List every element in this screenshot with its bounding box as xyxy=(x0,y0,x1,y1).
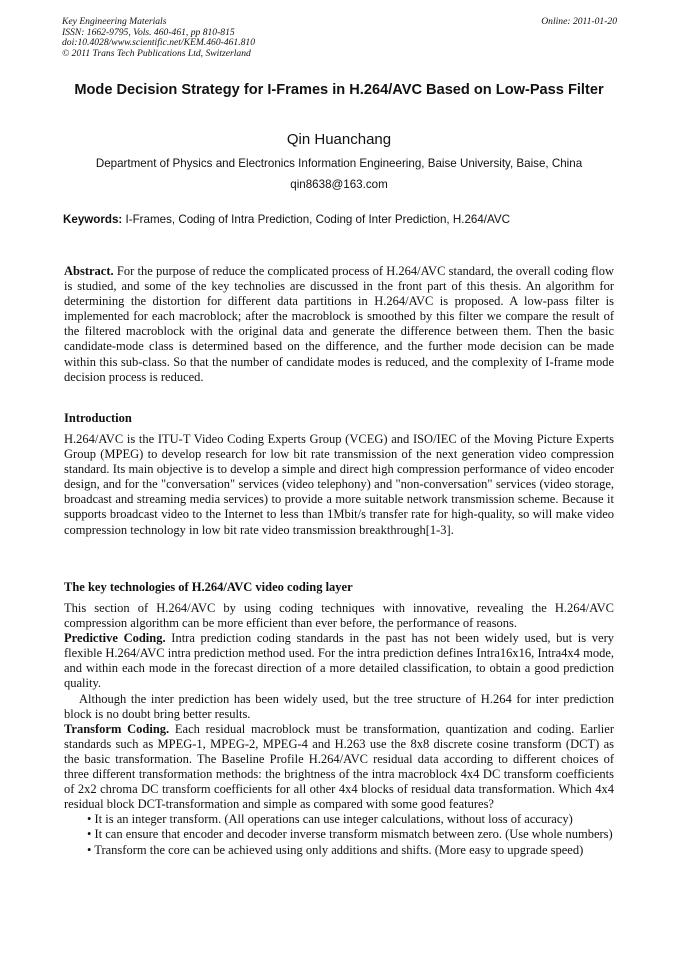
introduction-paragraph: H.264/AVC is the ITU-T Video Coding Experts Group (VCEG) and ISO/IEC of the Moving Picture Experts Group (MPEG) to develop research for low bit rate transmission of the next generation video compression standard. Its main objective is to develop a simple and direct high compression performance of video encoder design, and for the "conversation" services (video telephony) and "non-conversation" services (video storage, broadcast and streaming media services) to provide a more suitable network transmission scheme. Because it supports broadcast video to the Internet to less than 1Mbit/s transfer rate for high-quality, so will make video compression technology in low bit rate video transmission breakthrough[1-3]. xyxy=(64,432,614,537)
abstract-label: Abstract. xyxy=(64,264,114,278)
keywords xyxy=(63,213,623,227)
journal-name: Key Engineering Materials xyxy=(62,16,167,27)
online-date: Online: 2011-01-20 xyxy=(541,16,617,27)
bullet-item: • It is an integer transform. (All operations can use integer calculations, without loss of accuracy) xyxy=(87,812,573,827)
journal-doi: doi:10.4028/www.scientific.net/KEM.460-461.810 xyxy=(62,37,256,49)
key-tech-body xyxy=(64,601,614,858)
key-tech-intro: This section of H.264/AVC by using coding techniques with innovative, revealing the H.264/AVC compression algorithm can be more efficient than ever before, the performance of reasons. xyxy=(64,601,614,631)
predictive-coding-label: Predictive Coding. xyxy=(64,631,166,646)
keywords-label: Keywords: xyxy=(63,213,123,226)
predictive-coding-paragraph xyxy=(64,631,614,691)
introduction-body xyxy=(64,432,614,538)
author-name: Qin Huanchang xyxy=(286,131,392,148)
key-tech-heading: The key technologies of H.264/AVC video coding layer xyxy=(64,580,353,594)
keywords-text: I-Frames, Coding of Intra Prediction, Coding of Inter Prediction, H.264/AVC xyxy=(125,213,511,226)
transform-coding-text: Each residual macroblock must be transformation, quantization and coding. Earlier standards such as MPEG-1, MPEG-2, MPEG-4 and H.263 use the 8x8 discrete cosine transform (DCT) as the basic transformation. The Baseline Profile H.264/AVC residual data according to different choices of three different transformation methods: the brightness of the intra macroblock 4x4 DC transform coefficients of 2x2 chroma DC transform coefficients for all other 4x4 blocks of residual data transformation. Which 4x4 residual block DCT-transformation and simple as compared with some good features? xyxy=(64,721,614,812)
journal-copyright: © 2011 Trans Tech Publications Ltd, Switzerland xyxy=(62,47,251,59)
author-affiliation: Department of Physics and Electronics Information Engineering, Baise University, Baise, China xyxy=(95,157,583,170)
bullet-item: • It can ensure that encoder and decoder inverse transform mismatch between zero. (Use whole numbers) xyxy=(87,827,613,842)
abstract xyxy=(64,264,614,385)
paper-title: Mode Decision Strategy for I-Frames in H.264/AVC Based on Low-Pass Filter xyxy=(74,82,604,98)
journal-issn: ISSN: 1662-9795, Vols. 460-461, pp 810-815 xyxy=(62,26,235,38)
predictive-coding-text: Intra prediction coding standards in the past has not been widely used, but is very flexible H.264/AVC intra prediction method used. For the intra prediction defines Intra16x16, Intra4x4 mode, and within each mode in the forecast direction of a more detailed classification, to obtain a good prediction quality. xyxy=(64,631,614,691)
transform-coding-paragraph xyxy=(64,722,614,813)
inter-prediction-paragraph: Although the inter prediction has been widely used, but the tree structure of H.264 for inter prediction block is no doubt bring better results. xyxy=(64,691,614,721)
journal-header xyxy=(62,17,617,59)
abstract-text: For the purpose of reduce the complicated process of H.264/AVC standard, the overall coding flow is studied, and some of the key technolies are discussed in the front part of this thesis. An algorithm for determining the distortion for different data partitions in H.264/AVC is proposed. A low-pass filter is implemented for each macroblock; after the macroblock is smoothed by this filter we compare the result of the filtered macroblock with the original data and generate the difference between them. Then the basic candidate-mode class is determined based on the difference, and the further mode decision can be made within this sub-class. So that the number of candidate modes is reduced, and the complexity of I-frame mode decision process is reduced. xyxy=(64,264,614,384)
transform-coding-label: Transform Coding. xyxy=(64,721,170,736)
bullet-item: • Transform the core can be achieved using only additions and shifts. (More easy to upgrade speed) xyxy=(87,842,584,857)
author-email: qin8638@163.com xyxy=(290,178,388,191)
introduction-heading: Introduction xyxy=(64,411,132,425)
